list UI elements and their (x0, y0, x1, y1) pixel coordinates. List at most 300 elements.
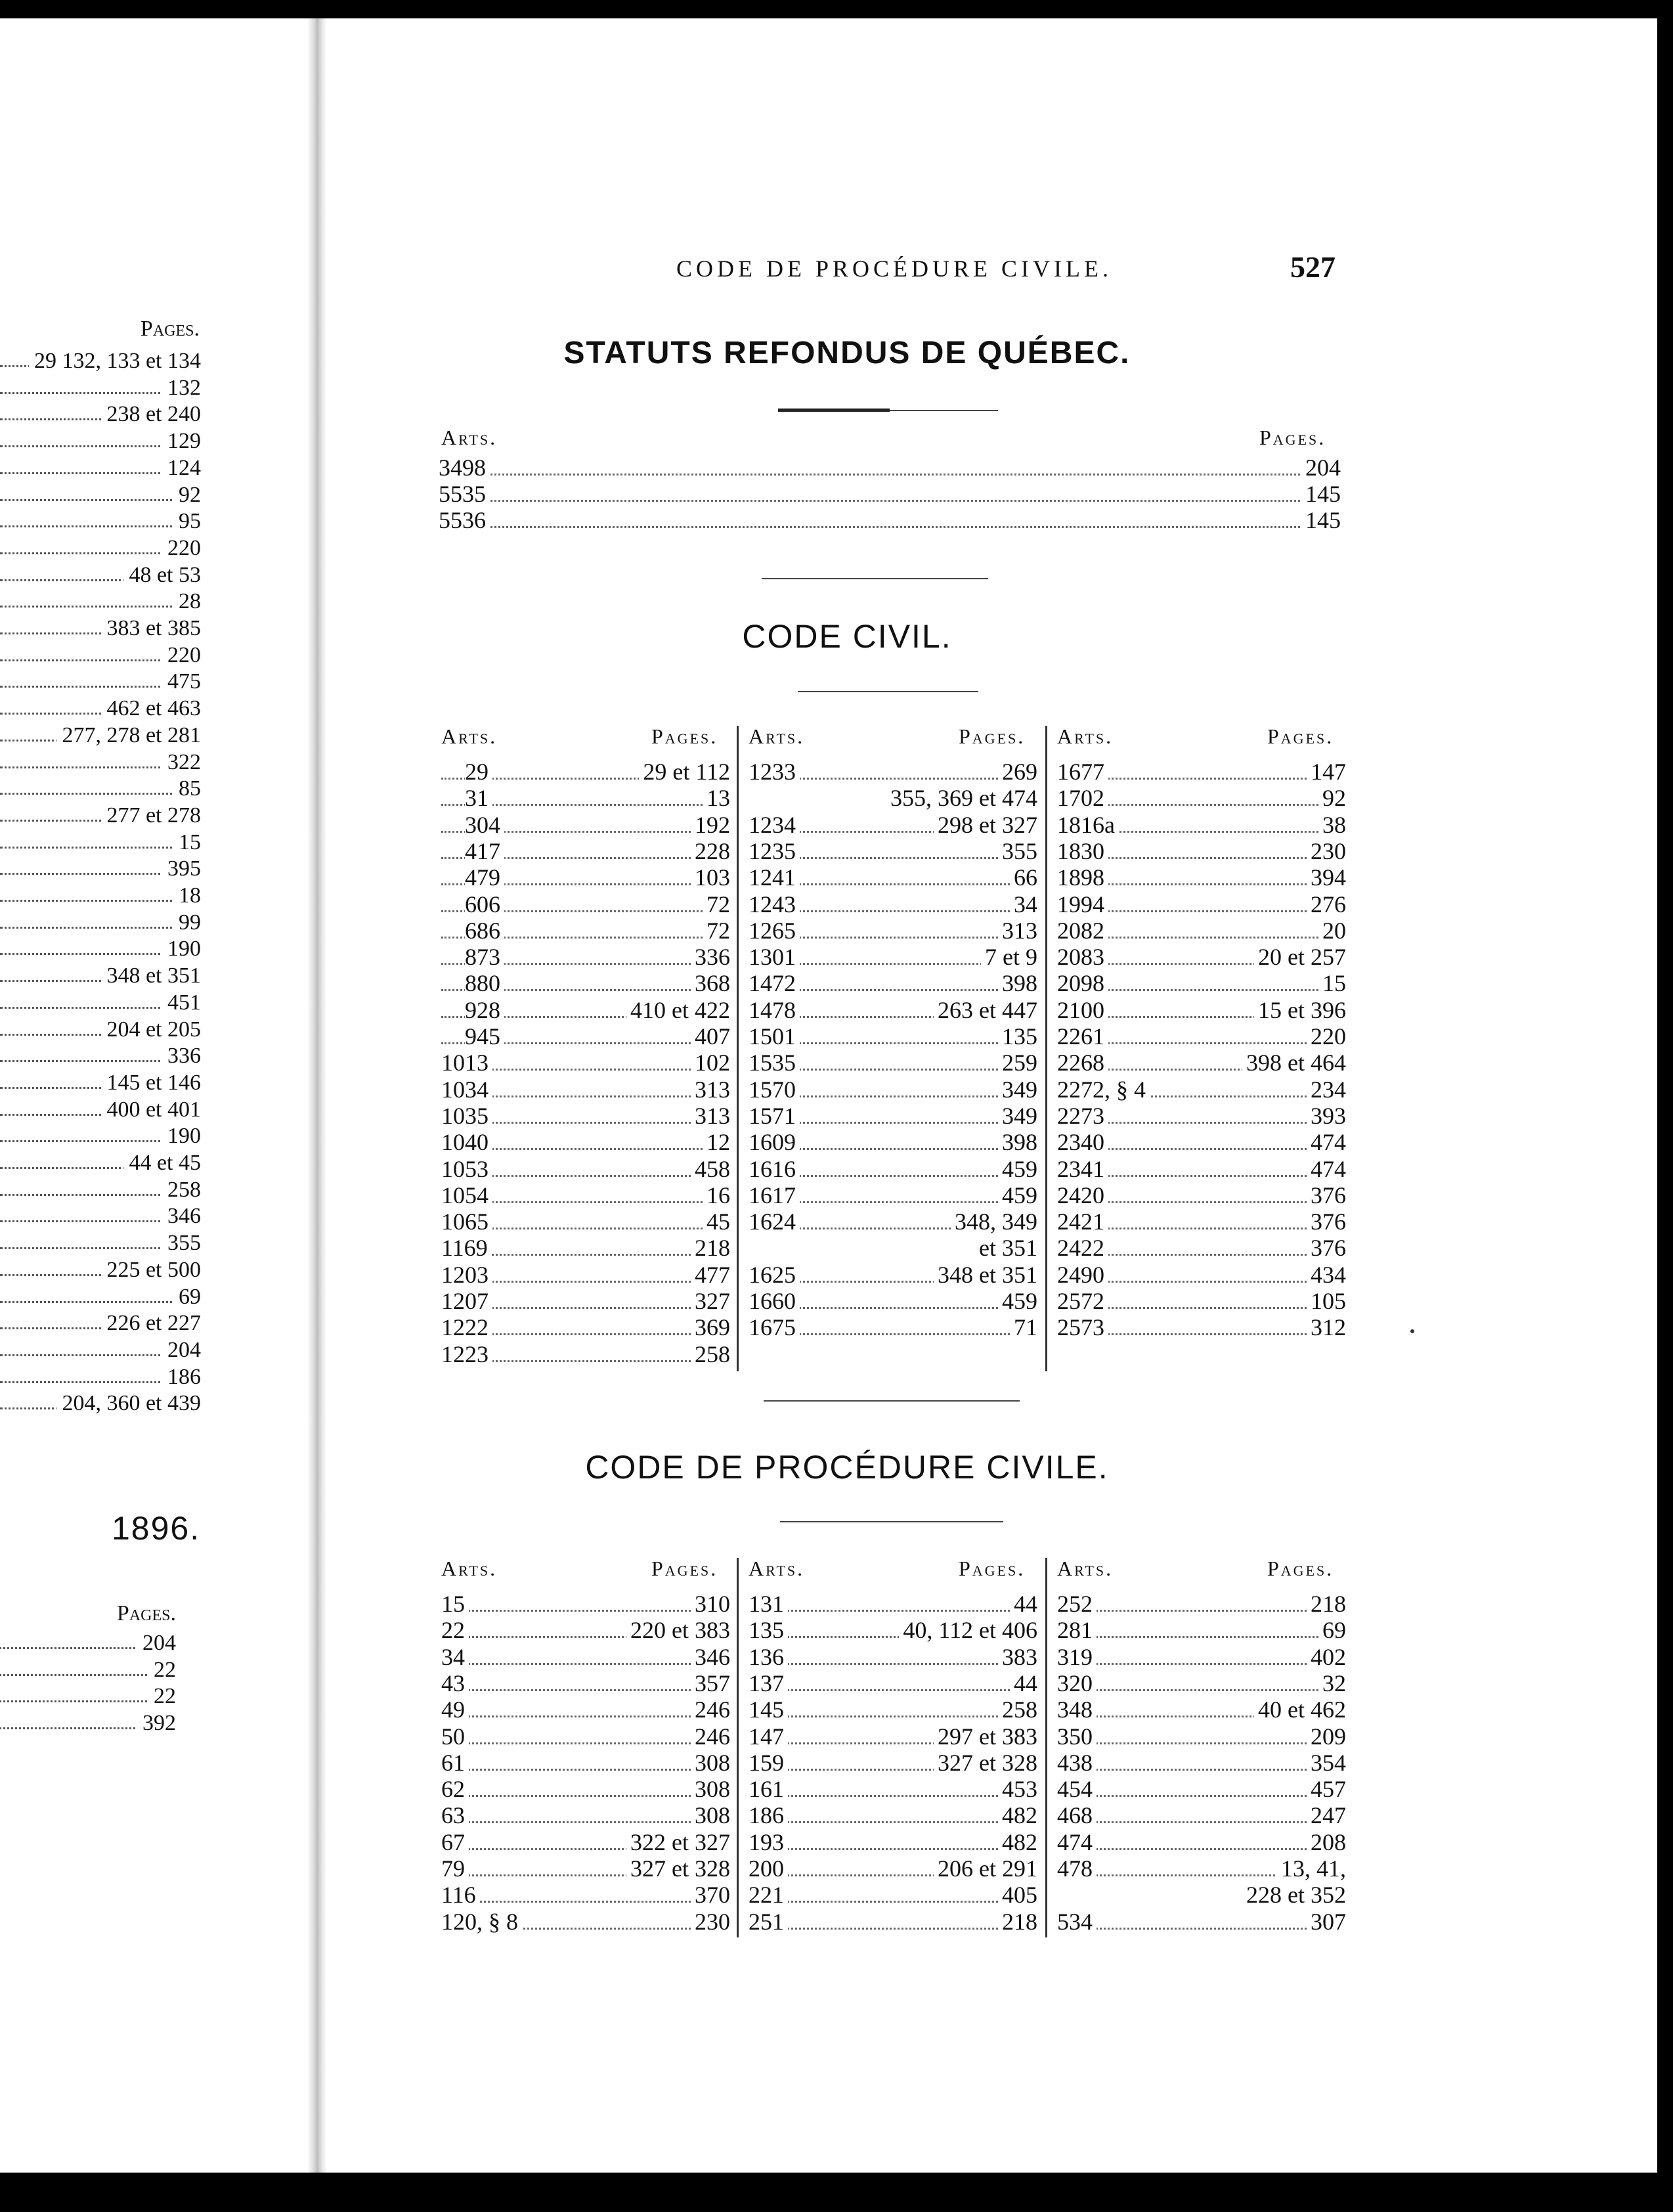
article-number: 1169 (441, 1235, 492, 1261)
dot-leader (1057, 1928, 1346, 1930)
dot-leader (0, 776, 201, 795)
article-number: 43 (441, 1670, 469, 1696)
left-index-line (0, 1070, 201, 1096)
index-row (441, 1882, 730, 1908)
left-index-line (0, 1630, 176, 1656)
left-index-line (0, 508, 201, 535)
page-reference: 307 (1307, 1909, 1346, 1935)
page-reference: 453 (998, 1776, 1037, 1802)
left-page-ref: 15 (173, 830, 201, 856)
page-reference: 258 (998, 1696, 1037, 1723)
index-row (749, 1103, 1037, 1129)
article-number: 686 (465, 918, 504, 944)
code-civil-title: CODE CIVIL. (742, 618, 952, 655)
index-row (1057, 1855, 1346, 1882)
index-row (749, 1750, 1037, 1776)
index-row (749, 1314, 1037, 1340)
left-index-line (0, 776, 201, 802)
column-pages-header: Pages. (651, 724, 718, 748)
index-row (749, 1262, 1037, 1288)
dot-leader (749, 1610, 1037, 1612)
index-row (441, 1750, 730, 1776)
left-page-ref: 395 (162, 856, 201, 882)
dot-leader (441, 1715, 730, 1717)
dot-leader (749, 1795, 1037, 1797)
dot-leader (749, 1663, 1037, 1665)
index-row (1057, 997, 1346, 1023)
page-reference: 147 (1307, 759, 1346, 785)
left-index-line (0, 401, 201, 428)
page-reference: 145 (1301, 507, 1341, 533)
page-reference: 336 (691, 944, 730, 970)
left-page-ref: 124 (162, 455, 201, 481)
left-page-ref: 258 (162, 1177, 201, 1203)
index-row (749, 1591, 1037, 1617)
index-row (1057, 1909, 1346, 1935)
left-index-line (0, 615, 201, 642)
index-row (441, 918, 730, 944)
dot-leader (1057, 1636, 1346, 1638)
article-number: 2272, § 4 (1057, 1076, 1150, 1103)
article-number: 1675 (749, 1314, 800, 1340)
left-page-ref: 475 (162, 669, 201, 695)
article-number: 116 (441, 1882, 480, 1908)
article-number: 474 (1057, 1829, 1097, 1855)
index-row (439, 507, 1341, 533)
page-reference: 44 (1010, 1670, 1037, 1696)
page-reference: 349 (998, 1076, 1037, 1103)
article-number: 1535 (749, 1050, 800, 1076)
left-index-line (0, 428, 201, 454)
index-row (749, 1829, 1037, 1855)
article-number: 3498 (439, 454, 490, 481)
page-reference: 15 et 396 (1254, 997, 1346, 1023)
article-number: 1816a (1057, 812, 1119, 838)
page-reference: 327 et 328 (626, 1855, 730, 1882)
article-number: 320 (1057, 1670, 1097, 1696)
index-row (749, 785, 1037, 811)
left-index-line (0, 990, 201, 1016)
left-index-line (0, 588, 201, 615)
article-number: 2421 (1057, 1208, 1108, 1235)
left-page-ref: 226 et 227 (101, 1310, 201, 1337)
left-index-line (0, 1123, 201, 1149)
index-row (1057, 1129, 1346, 1155)
article-number: 1235 (749, 838, 800, 864)
statuts-rule (890, 410, 998, 411)
left-page-ref: 48 et 53 (123, 562, 201, 588)
index-row (749, 1723, 1037, 1750)
column-divider (737, 726, 739, 1371)
article-number: 880 (465, 970, 504, 996)
index-row (749, 1182, 1037, 1208)
dot-leader (0, 588, 201, 608)
article-number: 1243 (749, 891, 800, 918)
index-row (441, 970, 730, 996)
article-number: 1677 (1057, 759, 1108, 785)
statuts-rule-thick (778, 409, 890, 412)
left-page-ref: 28 (173, 588, 201, 615)
page-reference: 393 (1307, 1103, 1346, 1129)
index-row (1057, 1314, 1346, 1340)
index-row (749, 1882, 1037, 1908)
page-reference: 376 (1307, 1208, 1346, 1235)
index-row (441, 1909, 730, 1935)
page-reference: 376 (1307, 1235, 1346, 1261)
index-row (1057, 944, 1346, 970)
article-number: 479 (465, 864, 504, 891)
index-row (441, 1341, 730, 1367)
article-number: 1203 (441, 1262, 492, 1288)
article-number: 2490 (1057, 1262, 1108, 1288)
scan-border-bottom (0, 2173, 1673, 2212)
page-reference: 69 (1318, 1617, 1346, 1643)
dot-leader (749, 1928, 1037, 1930)
index-row (1057, 1156, 1346, 1182)
page-reference: 208 (1307, 1829, 1346, 1855)
index-row (1057, 1182, 1346, 1208)
dot-leader (439, 500, 1341, 502)
page-reference: 407 (691, 1023, 730, 1050)
left-index-line (0, 1390, 201, 1417)
page-reference: 40, 112 et 406 (899, 1617, 1037, 1643)
article-number: 29 (465, 759, 492, 785)
article-number: 606 (465, 891, 504, 918)
page-reference: 355 (998, 838, 1037, 864)
article-number: 1233 (749, 759, 800, 785)
index-row (1057, 1882, 1346, 1908)
index-row (441, 1696, 730, 1723)
page-reference: 383 (998, 1644, 1037, 1670)
statuts-arts-header: Arts. (441, 426, 498, 449)
article-number: 1501 (749, 1023, 800, 1050)
page-reference: 474 (1307, 1129, 1346, 1155)
page-reference: et 351 (979, 1235, 1037, 1262)
page-reference: 405 (998, 1882, 1037, 1908)
dot-leader (441, 1663, 730, 1665)
page-reference: 145 (1301, 481, 1341, 507)
index-row (441, 1076, 730, 1103)
index-row (1057, 1723, 1346, 1750)
index-row (441, 1103, 730, 1129)
left-index-line (0, 1177, 201, 1203)
article-number: 1660 (749, 1288, 800, 1314)
dot-leader (441, 1610, 730, 1612)
article-number: 2268 (1057, 1050, 1108, 1076)
section-divider-2 (764, 1400, 1020, 1402)
index-row (749, 759, 1037, 785)
left-page-ref: 277, 278 et 281 (56, 722, 201, 749)
article-number: 137 (749, 1670, 788, 1696)
page-reference: 72 (703, 918, 730, 944)
index-row (1057, 1802, 1346, 1828)
article-number: 1830 (1057, 838, 1108, 864)
index-row (441, 1802, 730, 1828)
page-reference: 313 (691, 1103, 730, 1129)
page-reference: 298 et 327 (934, 812, 1037, 838)
index-row (1057, 838, 1346, 864)
index-row (749, 1909, 1037, 1935)
left-page-ref: 346 (162, 1203, 201, 1229)
left-page-ref: 451 (162, 990, 201, 1016)
index-row (749, 1644, 1037, 1670)
index-row (441, 1829, 730, 1855)
index-row (441, 944, 730, 970)
left-page-ref: 462 et 463 (101, 696, 201, 722)
page-reference: 246 (691, 1723, 730, 1750)
dot-leader (439, 526, 1341, 528)
column-arts-header: Arts. (1057, 1557, 1114, 1580)
article-number: 67 (441, 1829, 469, 1855)
page-reference: 230 (691, 1909, 730, 1935)
page-reference: 410 et 422 (626, 997, 730, 1023)
left-page-ref: 392 (137, 1710, 176, 1736)
page-reference: 220 (1307, 1023, 1346, 1050)
previous-page-fragment (0, 18, 307, 2173)
page-reference: 313 (998, 918, 1037, 944)
page-reference: 308 (691, 1750, 730, 1776)
dot-leader (441, 1795, 730, 1797)
left-page-ref: 225 et 500 (101, 1257, 201, 1283)
left-page-ref: 220 (162, 642, 201, 669)
index-row (1057, 1696, 1346, 1723)
left-page-ref: 204 et 205 (101, 1017, 201, 1043)
page-reference: 230 (1307, 838, 1346, 864)
article-number: 1241 (749, 864, 800, 891)
index-row (749, 812, 1037, 838)
dot-leader (749, 1848, 1037, 1850)
page-reference: 66 (1010, 864, 1037, 891)
page-reference: 310 (691, 1591, 730, 1617)
article-number: 1702 (1057, 785, 1108, 811)
column-arts-header: Arts. (749, 724, 805, 748)
article-number: 1207 (441, 1288, 492, 1314)
left-index-line (0, 482, 201, 508)
page-number: 527 (1290, 250, 1336, 284)
index-row (441, 1208, 730, 1235)
index-row (749, 1208, 1037, 1235)
article-number: 120, § 8 (441, 1909, 522, 1935)
article-number: 348 (1057, 1696, 1097, 1723)
index-row (1057, 1262, 1346, 1288)
article-number: 200 (749, 1855, 788, 1882)
article-number: 1617 (749, 1182, 800, 1208)
index-row (1057, 812, 1346, 838)
index-row (1057, 970, 1346, 996)
page-reference: 402 (1307, 1644, 1346, 1670)
dot-leader (1057, 1689, 1346, 1691)
article-number: 304 (465, 812, 504, 838)
index-row (749, 1076, 1037, 1103)
article-number: 131 (749, 1591, 788, 1617)
index-row (441, 1723, 730, 1750)
left-index-line (0, 1203, 201, 1229)
index-row (441, 1129, 730, 1155)
index-row (441, 1776, 730, 1802)
page-reference: 247 (1307, 1802, 1346, 1828)
left-page-ref: 186 (162, 1364, 201, 1390)
index-row (1057, 891, 1346, 918)
left-index-line (0, 1284, 201, 1310)
article-number: 478 (1057, 1855, 1097, 1882)
left-index-line (0, 1657, 176, 1683)
page-reference: 20 et 257 (1254, 944, 1346, 970)
code-procedure-title: CODE DE PROCÉDURE CIVILE. (585, 1449, 1109, 1486)
page-reference: 434 (1307, 1262, 1346, 1288)
page-reference: 312 (1307, 1314, 1346, 1340)
page-reference: 234 (1307, 1076, 1346, 1103)
left-page-ref: 383 et 385 (101, 615, 201, 642)
left-index-line (0, 669, 201, 695)
dot-leader (749, 1901, 1037, 1903)
left-index-line (0, 1230, 201, 1256)
page-reference: 206 et 291 (934, 1855, 1037, 1882)
dot-leader (1057, 1663, 1346, 1665)
index-row (749, 1855, 1037, 1882)
page-reference: 258 (691, 1341, 730, 1367)
column-arts-header: Arts. (441, 724, 498, 748)
page-reference: 192 (691, 812, 730, 838)
index-row (441, 1023, 730, 1050)
article-number: 159 (749, 1750, 788, 1776)
dot-leader (441, 1742, 730, 1744)
left-index-line (0, 1043, 201, 1069)
column-pages-header: Pages. (959, 724, 1026, 748)
index-row (441, 785, 730, 811)
page-reference: 457 (1307, 1776, 1346, 1802)
article-number: 281 (1057, 1617, 1097, 1643)
article-number: 135 (749, 1617, 788, 1643)
left-page-ref: 190 (162, 936, 201, 962)
index-row (439, 481, 1341, 507)
page-reference: 44 (1010, 1591, 1037, 1617)
page-reference: 308 (691, 1802, 730, 1828)
scan-border-right (1657, 0, 1673, 2212)
left-page-ref: 95 (173, 508, 201, 535)
index-row (441, 997, 730, 1023)
index-row (1057, 1103, 1346, 1129)
dot-leader (441, 1901, 730, 1903)
left-index-line (0, 1257, 201, 1283)
article-number: 1616 (749, 1156, 800, 1182)
article-number: 31 (465, 785, 492, 811)
index-row (749, 1617, 1037, 1643)
column-pages-header: Pages. (1267, 724, 1334, 748)
page-reference: 459 (998, 1182, 1037, 1208)
index-row (749, 1050, 1037, 1076)
article-number: 161 (749, 1776, 788, 1802)
page-reference: 220 et 383 (626, 1617, 730, 1643)
article-number: 928 (465, 997, 504, 1023)
article-number: 62 (441, 1776, 469, 1802)
index-row (1057, 1235, 1346, 1261)
left-index-line (0, 1097, 201, 1123)
left-index-line (0, 883, 201, 909)
left-page-ref: 220 (162, 535, 201, 562)
page-reference: 228 (691, 838, 730, 864)
page-reference: 322 et 327 (626, 1829, 730, 1855)
article-number: 251 (749, 1909, 788, 1935)
left-index-line (0, 963, 201, 989)
column-pages-header: Pages. (959, 1557, 1026, 1580)
left-page-ref: 22 (148, 1657, 176, 1683)
index-row (1057, 1829, 1346, 1855)
left-index-line (0, 535, 201, 562)
column-divider (737, 1558, 739, 1937)
page-reference: 92 (1318, 785, 1346, 811)
dot-leader (0, 883, 201, 902)
left-index-line (0, 1150, 201, 1176)
article-number: 34 (441, 1644, 469, 1670)
index-row (1057, 918, 1346, 944)
page-reference: 357 (691, 1670, 730, 1696)
page-reference: 354 (1307, 1750, 1346, 1776)
page-reference: 348 et 351 (934, 1262, 1037, 1288)
page-reference: 269 (998, 759, 1037, 785)
left-page-ref: 322 (162, 749, 201, 776)
index-row (441, 1182, 730, 1208)
page-reference: 204 (1301, 454, 1341, 481)
index-row (749, 1670, 1037, 1696)
article-number: 2273 (1057, 1103, 1108, 1129)
index-row (749, 1696, 1037, 1723)
dot-leader (441, 1689, 730, 1691)
index-row (749, 944, 1037, 970)
index-row (749, 970, 1037, 996)
page-reference: 20 (1318, 918, 1346, 944)
page-reference: 72 (703, 891, 730, 918)
left-index-line (0, 1017, 201, 1043)
left-index-line (0, 803, 201, 829)
page-reference: 346 (691, 1644, 730, 1670)
page-reference: 477 (691, 1262, 730, 1288)
page-reference: 276 (1307, 891, 1346, 918)
article-number: 1013 (441, 1050, 492, 1076)
left-page-ref: 69 (173, 1284, 201, 1310)
page-reference: 368 (691, 970, 730, 996)
article-number: 5536 (439, 507, 490, 533)
page-reference: 308 (691, 1776, 730, 1802)
index-row (749, 1235, 1037, 1261)
left-pages-header: Pages. (140, 317, 200, 341)
page-reference: 38 (1318, 812, 1346, 838)
article-number: 145 (749, 1696, 788, 1723)
article-number: 1054 (441, 1182, 492, 1208)
article-number: 186 (749, 1802, 788, 1828)
article-number: 1035 (441, 1103, 492, 1129)
dot-leader (749, 1715, 1037, 1717)
left-index-line (0, 722, 201, 749)
page-reference: 394 (1307, 864, 1346, 891)
article-number: 1301 (749, 944, 800, 970)
page-reference: 209 (1307, 1723, 1346, 1750)
article-number: 193 (749, 1829, 788, 1855)
page-reference: 228 et 352 (1246, 1882, 1346, 1909)
index-row (1057, 1776, 1346, 1802)
page-reference: 103 (691, 864, 730, 891)
left-page-ref: 400 et 401 (101, 1097, 201, 1123)
index-row (749, 1156, 1037, 1182)
article-number: 2573 (1057, 1314, 1108, 1340)
page-reference: 13, 41, (1277, 1855, 1346, 1882)
article-number: 221 (749, 1882, 788, 1908)
running-header: CODE DE PROCÉDURE CIVILE. (676, 255, 1112, 282)
article-number: 1571 (749, 1103, 800, 1129)
index-row (441, 1617, 730, 1643)
left-index-line (0, 936, 201, 962)
left-page-ref: 92 (173, 482, 201, 508)
page-reference: 482 (998, 1829, 1037, 1855)
